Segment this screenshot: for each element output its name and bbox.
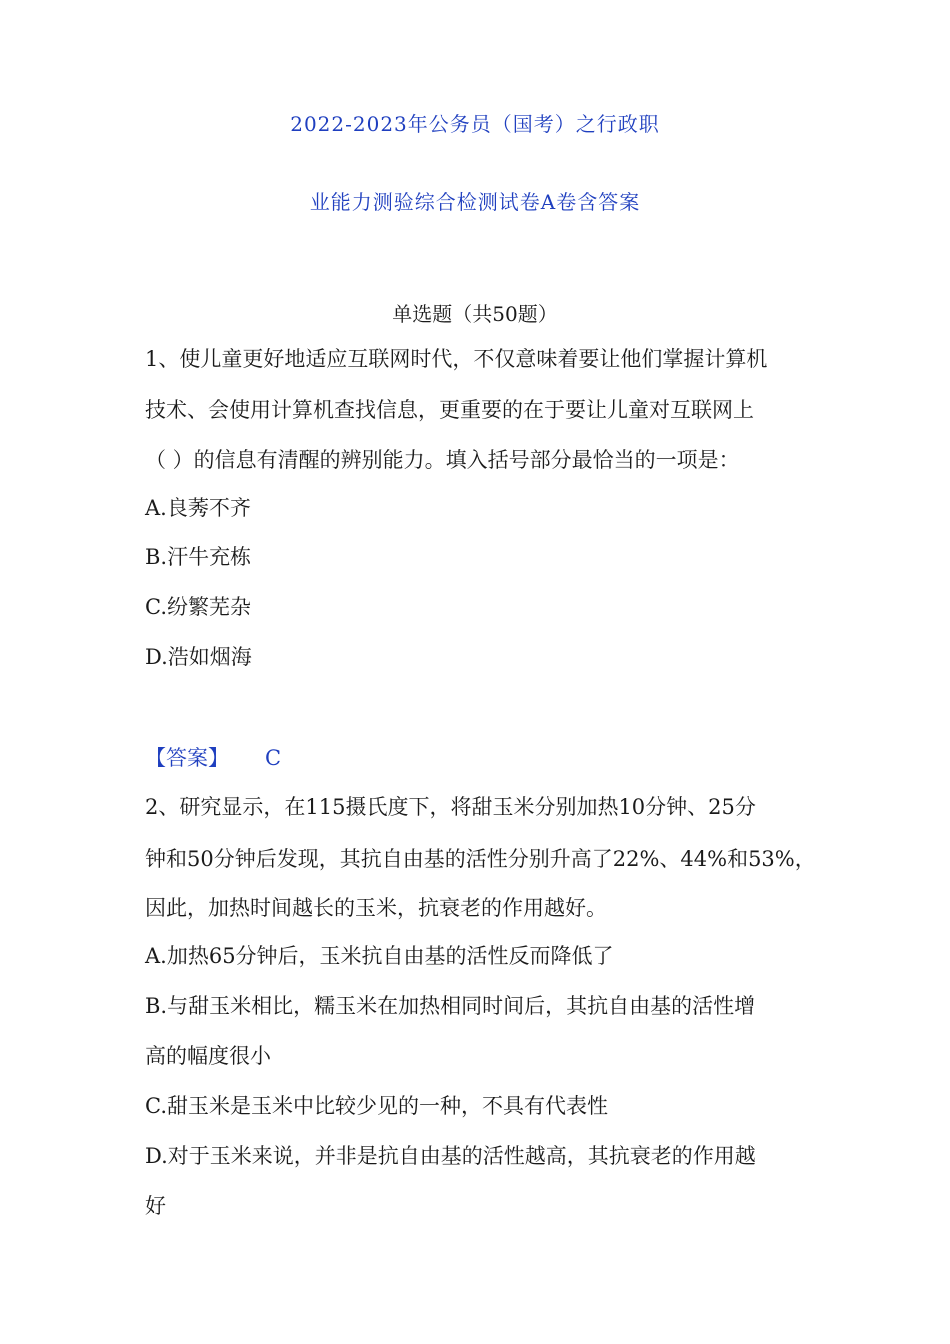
question-1-option-c: C.纷繁芜杂 bbox=[145, 595, 251, 619]
question-1-option-b: B.汗牛充栋 bbox=[145, 545, 252, 569]
question-1-text-line-3: （ ）的信息有清醒的辨别能力。填入括号部分最恰当的一项是： bbox=[145, 448, 740, 472]
answer-label: 【答案】 bbox=[145, 746, 229, 770]
question-2-option-b-line-2: 高的幅度很小 bbox=[145, 1044, 271, 1068]
question-2-text-line-3: 因此，加热时间越长的玉米，抗衰老的作用越好。 bbox=[145, 896, 607, 920]
question-1-text-line-1: 1、使儿童更好地适应互联网时代，不仅意味着要让他们掌握计算机 bbox=[145, 347, 768, 371]
answer-value: C bbox=[265, 746, 282, 770]
question-2-option-a: A.加热65分钟后，玉米抗自由基的活性反而降低了 bbox=[145, 944, 614, 968]
question-1-text-line-2: 技术、会使用计算机查找信息，更重要的在于要让儿童对互联网上 bbox=[145, 398, 754, 422]
question-2-text-line-2: 钟和50分钟后发现，其抗自由基的活性分别升高了22%、44%和53%， bbox=[145, 847, 816, 871]
question-2-option-c: C.甜玉米是玉米中比较少见的一种，不具有代表性 bbox=[145, 1094, 608, 1118]
question-1-option-d: D.浩如烟海 bbox=[145, 645, 252, 669]
question-2-option-d-line-1: D.对于玉米来说，并非是抗自由基的活性越高，其抗衰老的作用越 bbox=[145, 1144, 756, 1168]
question-2-option-b-line-1: B.与甜玉米相比，糯玉米在加热相同时间后，其抗自由基的活性增 bbox=[145, 994, 756, 1018]
document-title-line-2: 业能力测验综合检测试卷A卷含答案 bbox=[309, 190, 641, 214]
document-title-line-1: 2022-2023年公务员（国考）之行政职 bbox=[290, 112, 660, 136]
question-2-text-line-1: 2、研究显示，在115摄氏度下，将甜玉米分别加热10分钟、25分 bbox=[145, 795, 756, 819]
question-1-option-a: A.良莠不齐 bbox=[145, 496, 251, 520]
question-2-option-d-line-2: 好 bbox=[145, 1194, 166, 1218]
section-header: 单选题（共50题） bbox=[392, 302, 558, 326]
question-1-answer bbox=[145, 748, 281, 769]
